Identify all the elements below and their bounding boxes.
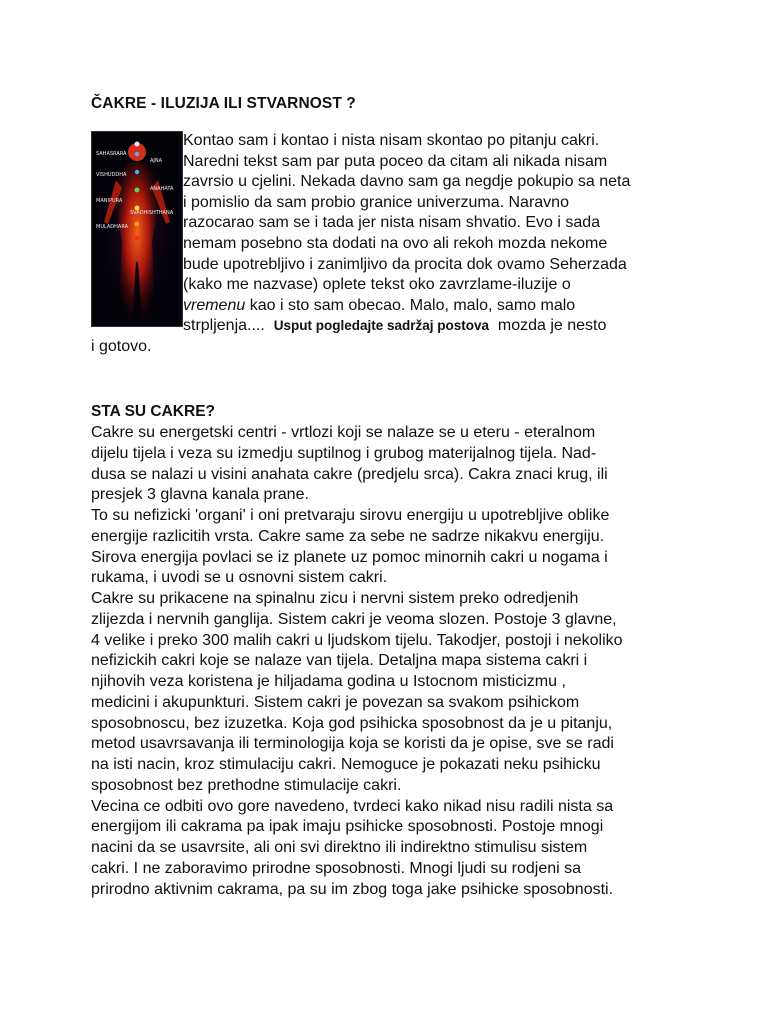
intro-line: i pomislio da sam probio granice univerzuma. Naravno	[183, 193, 569, 211]
body-line: cakri. I ne zaboravimo prirodne sposobnosti. Mnogi ljudi su rodjeni sa	[91, 859, 582, 877]
body-line: 4 velike i preko 300 malih cakri u ljudskom tijelu. Takodjer, postoji i nekoliko	[91, 631, 623, 649]
chakra-label: VISHUDDHA	[96, 172, 127, 178]
body-line: nefizickih cakri koje se nalaze van tijela. Detaljna mapa sistema cakri i	[91, 652, 588, 670]
page-title: ČAKRE - ILUZIJA ILI STVARNOST ?	[91, 95, 356, 112]
chakra-label: AJNA	[150, 158, 163, 164]
intro-line: nemam posebno sta dodati na ovo ali rekoh mozda nekome	[183, 234, 608, 252]
intro-line: (kako me nazvase) oplete tekst oko zavrzlame-iluzije o	[183, 276, 571, 294]
italic-word: vremenu	[183, 296, 246, 314]
intro-text: strpljenja....	[183, 317, 274, 335]
body-line: Vecina ce odbiti ovo gore navedeno, tvrdeci kako nikad nisu radili nista sa	[91, 797, 614, 815]
chakra-label: ANAHATA	[150, 186, 174, 192]
body-line: zlijezda i nervnih ganglija. Sistem cakri je veoma slozen. Postoje 3 glavne,	[91, 610, 617, 628]
chakra-label: MULADHARA	[96, 224, 129, 230]
intro-line: Naredni tekst sam par puta poceo da citam ali nikada nisam	[183, 152, 608, 170]
body-line: dusa se nalazi u visini anahata cakre (predjelu srca). Cakra znaci krug, ili	[91, 465, 608, 483]
chakra-label: SAHASRARA	[96, 151, 127, 157]
intro-line: zavrsio u cjelini. Nekada davno sam ga negdje pokupio sa neta	[183, 173, 631, 191]
chakra-body-figure-icon	[92, 132, 182, 326]
chakra-figure-image	[91, 131, 183, 327]
chakra-label: SVADHISHTHANA	[130, 210, 174, 216]
body-line: rukama, i uvodi se u osnovni sistem cakri.	[91, 569, 388, 587]
intro-line: bude upotrebljivo i zanimljivo da procita dok ovamo Seherzada	[183, 255, 627, 273]
body-line: sposobnoscu, bez izuzetka. Koja god psihicka sposobnost da je u pitanju,	[91, 714, 613, 732]
body-line: Cakre su prikacene na spinalnu zicu i nervni sistem preko odredjenih	[91, 590, 579, 607]
body-line: Sirova energija povlaci se iz planete uz pomoc minornih cakri u nogama i	[91, 548, 608, 566]
body-line: To su nefizicki 'organi' i oni pretvaraju sirovu energiju u upotrebljive oblike	[91, 507, 610, 524]
section-title: STA SU CAKRE?	[91, 403, 215, 420]
body-line: energije razlicitih vrsta. Cakre same za sebe ne sadrze nikakvu energiju.	[91, 527, 605, 545]
intro-line: Kontao sam i kontao i nista nisam skontao po pitanju cakri.	[183, 132, 600, 149]
body-line: Cakre su energetski centri - vrtlozi koji se nalaze se u eteru - eteralnom	[91, 424, 596, 441]
section-body	[91, 423, 691, 900]
intro-line: i gotovo.	[91, 337, 152, 355]
body-line: nacini da se usavrsite, ali oni svi direktno ili indirektno stimulisu sistem	[91, 839, 588, 856]
body-line: dijelu tijela i veza su izmedju suptilnog i grubog materijalnog tijela. Nad-	[91, 444, 597, 462]
intro-text: mozda je nesto	[489, 317, 607, 335]
body-line: medicini i akupunkturi. Sistem cakri je povezan sa svakom psihickom	[91, 693, 580, 711]
body-line: presjek 3 glavna kanala prane.	[91, 486, 309, 504]
body-line: sposobnost bez prethodne stimulacije cakri.	[91, 776, 402, 794]
body-line: metod usavrsavanja ili terminologija koja se koristi da je opise, sve se radi	[91, 735, 614, 753]
body-line: njihovih veza koristena je hiljadama godina u Istocnom misticizmu ,	[91, 673, 566, 690]
body-line: na isti nacin, kroz stimulaciju cakri. Nemoguce je pokazati neku psihicku	[91, 756, 601, 773]
intro-line: razocarao sam se i tada jer nista nisam shvatio. Evo i sada	[183, 214, 601, 232]
body-line: prirodno aktivnim cakrama, pa su im zbog toga jake psihicke sposobnosti.	[91, 880, 614, 898]
body-line: energijom ili cakrama pa ipak imaju psihicke sposobnosti. Postoje mnogi	[91, 818, 604, 836]
posts-link[interactable]: Usput pogledajte sadržaj postova	[273, 318, 489, 334]
chakra-label: MANIPURA	[96, 198, 123, 204]
intro-text: kao i sto sam obecao. Malo, malo, samo malo	[245, 296, 576, 314]
